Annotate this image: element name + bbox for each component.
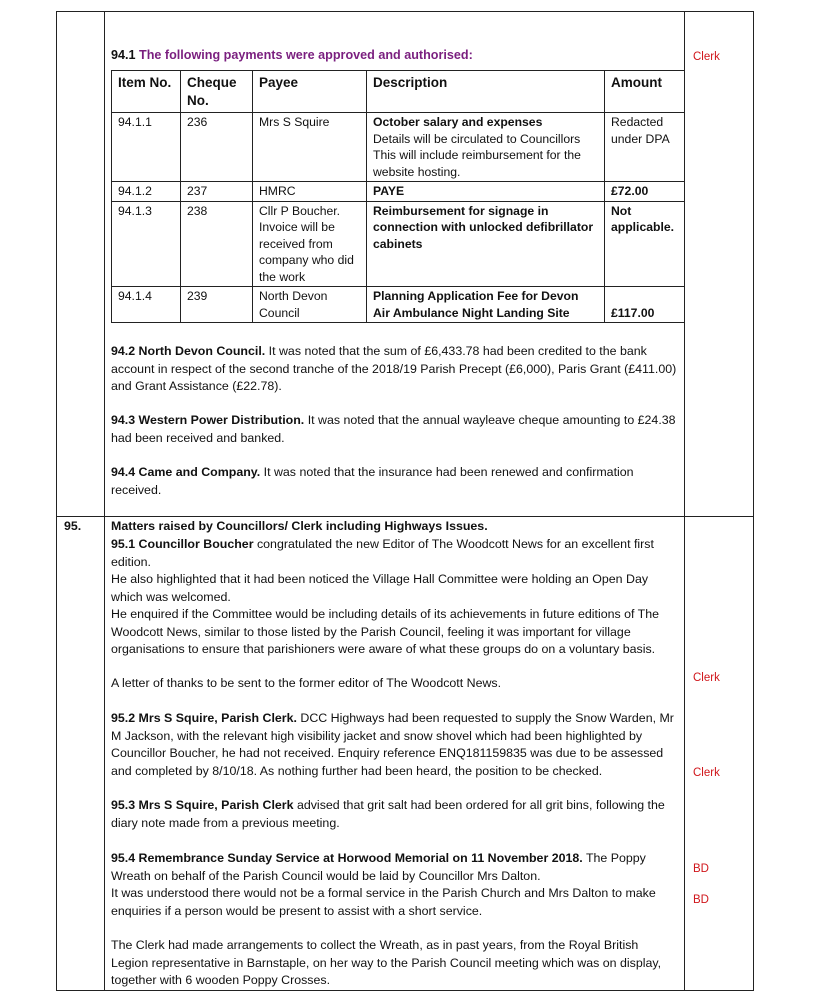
item-95-number: 95. [64, 519, 82, 533]
header-payee: Payee [253, 71, 367, 113]
item-94-1-number: 94.1 [111, 48, 136, 62]
description-detail: Details will be circulated to Councillors This will include reimbursement for the website hosting. [373, 131, 581, 179]
action-bd-1: BD [693, 863, 709, 875]
action-clerk-95-1: Clerk [693, 672, 720, 684]
cell-cheque: 239 [181, 287, 253, 323]
cell-cheque: 236 [181, 113, 253, 182]
cell-item: 94.1.3 [112, 201, 181, 287]
item-94-3-text: It was noted that the annual wayleave cheque amounting to £24.38 had been received and banked. [111, 413, 676, 445]
table-row [112, 287, 685, 323]
cell-amount: £117.00 [605, 287, 685, 323]
payments-table [111, 70, 685, 323]
item-95-title: Matters raised by Councillors/ Clerk including Highways Issues. [111, 519, 488, 533]
cell-cheque: 237 [181, 182, 253, 202]
cell-item: 94.1.4 [112, 287, 181, 323]
header-amount: Amount [605, 71, 685, 113]
cell-amount: £72.00 [605, 182, 685, 202]
item-94-2-text: It was noted that the sum of £6,433.78 had been credited to the bank account in respect of the second tranche of the 2018/19 Parish Precept (£6,000), Paris Grant (£411.00) and Grant Assistance (£22.78). [111, 344, 677, 393]
cell-payee: North Devon Council [253, 287, 367, 323]
cell-item: 94.1.1 [112, 113, 181, 182]
header-description: Description [367, 71, 605, 113]
row-divider [56, 516, 754, 517]
cell-description: PAYE [367, 182, 605, 202]
item-94-2-heading: 94.2 North Devon Council. [111, 344, 266, 358]
cell-description: Reimbursement for signage in connection with unlocked defibrillator cabinets [367, 201, 605, 287]
cell-amount: Not applicable. [605, 201, 685, 287]
action-clerk-94-1: Clerk [693, 51, 720, 63]
item-95-4-text: The Poppy Wreath on behalf of the Parish Council would be laid by Councillor Mrs Dalton. [111, 851, 646, 883]
item-95-4-paragraph [111, 850, 677, 885]
table-row [112, 182, 685, 202]
table-row [112, 201, 685, 287]
item-95-2-text: DCC Highways had been requested to supply the Snow Warden, Mr M Jackson, with the relevant high visibility jacket and snow shovel which had been highlighted by Councillor Boucher, he had not received. Enquiry reference ENQ181159835 was due to be assessed and completed by 8/10/18. As nothing further had been heard, the position to be checked. [111, 711, 674, 778]
item-95-3-paragraph [111, 797, 677, 832]
item-94-3-heading: 94.3 Western Power Distribution. [111, 413, 305, 427]
payments-table-header [112, 71, 685, 113]
item-94-2-paragraph [111, 343, 677, 396]
item-95-2-paragraph [111, 710, 677, 780]
item-94-4-text: It was noted that the insurance had been renewed and confirmation received. [111, 465, 634, 497]
item-95-4-heading: 95.4 Remembrance Sunday Service at Horwood Memorial on 11 November 2018. [111, 851, 583, 865]
item-95-1-paragraph [111, 536, 677, 571]
item-94-1-title: The following payments were approved and authorised: [139, 48, 473, 62]
cell-description [367, 113, 605, 182]
item-94-1-heading [111, 48, 473, 62]
header-cheque-no: Cheque No. [181, 71, 253, 113]
item-95-1-letter: A letter of thanks to be sent to the former editor of The Woodcott News. [111, 676, 502, 690]
action-bd-2: BD [693, 894, 709, 906]
item-95-3-heading: 95.3 Mrs S Squire, Parish Clerk [111, 798, 294, 812]
item-95-4-paragraph-2: It was understood there would not be a formal service in the Parish Church and Mrs Dalton to make enquiries if a person would be present to assist with a short service. [111, 886, 656, 918]
item-94-3-paragraph [111, 412, 677, 447]
column-divider-left [104, 11, 105, 991]
item-95-3-text: advised that grit salt had been ordered for all grit bins, following the diary note made from a previous meeting. [111, 798, 665, 830]
cell-item: 94.1.2 [112, 182, 181, 202]
item-94-4-heading: 94.4 Came and Company. [111, 465, 261, 479]
item-95-1-paragraph-2: He also highlighted that it had been noticed the Village Hall Committee were holding an Open Day which was welcomed. [111, 572, 649, 604]
item-95-1-heading: 95.1 Councillor Boucher [111, 537, 254, 551]
cell-payee: Cllr P Boucher. Invoice will be received from company who did the work [253, 201, 367, 287]
cell-description: Planning Application Fee for Devon Air Ambulance Night Landing Site [367, 287, 605, 323]
item-95-1-text: congratulated the new Editor of The Woodcott News for an excellent first edition. [111, 537, 654, 569]
item-95-2-heading: 95.2 Mrs S Squire, Parish Clerk. [111, 711, 297, 725]
cell-payee: Mrs S Squire [253, 113, 367, 182]
cell-amount: Redacted under DPA [605, 113, 685, 182]
item-95-1-paragraph-3: He enquired if the Committee would be including details of its achievements in future editions of The Woodcott News, similar to those listed by the Parish Council, feeling it was important for village organisations to ensure that parishioners were aware of what these groups do on a voluntary basis. [111, 607, 660, 656]
cell-payee: HMRC [253, 182, 367, 202]
item-95-4-paragraph-3: The Clerk had made arrangements to collect the Wreath, as in past years, from the Royal British Legion representative in Barnstaple, on her way to the Parish Council meeting which was on display, together with 6 wooden Poppy Crosses. [111, 938, 662, 987]
cell-cheque: 238 [181, 201, 253, 287]
action-clerk-95-2: Clerk [693, 767, 720, 779]
description-bold: October salary and expenses [373, 115, 543, 129]
table-row [112, 113, 685, 182]
item-94-4-paragraph [111, 464, 677, 499]
header-item-no: Item No. [112, 71, 181, 113]
